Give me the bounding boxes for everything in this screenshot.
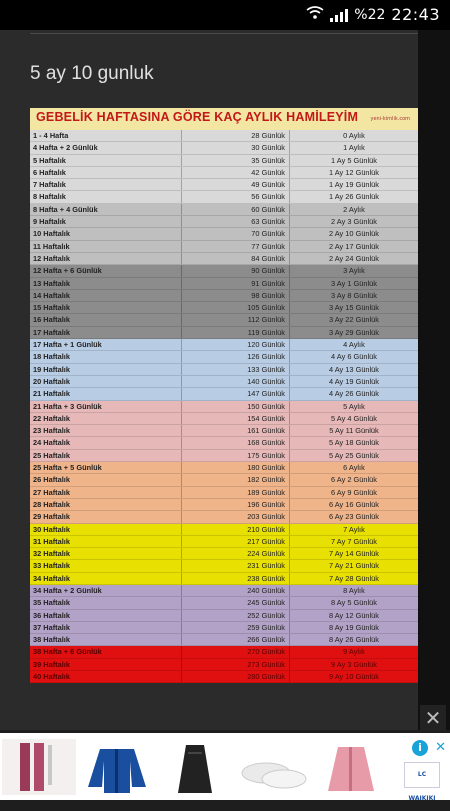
week-cell: 8 Haftalık: [30, 191, 182, 202]
week-cell: 18 Haftalık: [30, 351, 182, 362]
table-row: [30, 401, 418, 413]
table-row: [30, 462, 418, 474]
days-cell: 98 Günlük: [182, 290, 290, 301]
battery-level: %22: [354, 6, 386, 23]
days-cell: 266 Günlük: [182, 634, 290, 645]
months-cell: 7 Ay 28 Günlük: [329, 573, 379, 583]
days-cell: 140 Günlük: [182, 376, 290, 387]
table-row: [30, 142, 418, 154]
months-cell: 3 Ay 15 Günlük: [329, 303, 379, 313]
days-cell: 245 Günlük: [182, 597, 290, 608]
week-cell: 8 Hafta + 4 Günlük: [30, 204, 182, 215]
days-cell: 84 Günlük: [182, 253, 290, 264]
months-cell: 5 Ay 18 Günlük: [329, 438, 379, 448]
days-cell: 280 Günlük: [182, 671, 290, 682]
week-cell: 27 Haftalık: [30, 487, 182, 498]
days-cell: 70 Günlük: [182, 228, 290, 239]
ad-info-icon[interactable]: i: [412, 740, 428, 756]
days-cell: 240 Günlük: [182, 585, 290, 596]
months-cell: 8 Ay 12 Günlük: [329, 610, 379, 620]
months-cell: 4 Aylık: [343, 340, 365, 350]
months-cell: 1 Ay 12 Günlük: [329, 167, 379, 177]
days-cell: 203 Günlük: [182, 511, 290, 522]
week-cell: 26 Haftalık: [30, 474, 182, 485]
table-row: [30, 634, 418, 646]
week-cell: 23 Haftalık: [30, 425, 182, 436]
months-cell: 2 Ay 10 Günlük: [329, 229, 379, 239]
days-cell: 270 Günlük: [182, 646, 290, 657]
table-row: [30, 376, 418, 388]
table-row: [30, 339, 418, 351]
days-cell: 180 Günlük: [182, 462, 290, 473]
days-cell: 154 Günlük: [182, 413, 290, 424]
months-cell: 1 Ay 26 Günlük: [329, 192, 379, 202]
week-cell: 35 Haftalık: [30, 597, 182, 608]
week-cell: 37 Haftalık: [30, 622, 182, 633]
table-row: [30, 474, 418, 486]
months-cell: 1 Ay 5 Günlük: [331, 155, 377, 165]
days-cell: 150 Günlük: [182, 401, 290, 412]
days-cell: 119 Günlük: [182, 327, 290, 338]
table-row: [30, 646, 418, 658]
ad-product-coat[interactable]: [314, 739, 388, 795]
week-cell: 24 Haftalık: [30, 437, 182, 448]
week-cell: 20 Haftalık: [30, 376, 182, 387]
days-cell: 105 Günlük: [182, 302, 290, 313]
week-cell: 38 Haftalık: [30, 634, 182, 645]
days-cell: 217 Günlük: [182, 536, 290, 547]
months-cell: 9 Ay 3 Günlük: [331, 659, 377, 669]
days-cell: 252 Günlük: [182, 610, 290, 621]
table-row: [30, 548, 418, 560]
months-cell: 8 Ay 26 Günlük: [329, 635, 379, 645]
week-cell: 40 Haftalık: [30, 671, 182, 682]
months-cell: 2 Ay 17 Günlük: [329, 241, 379, 251]
days-cell: 28 Günlük: [182, 130, 290, 141]
months-cell: 4 Ay 13 Günlük: [329, 364, 379, 374]
week-cell: 22 Haftalık: [30, 413, 182, 424]
days-cell: 63 Günlük: [182, 216, 290, 227]
days-cell: 49 Günlük: [182, 179, 290, 190]
ad-product-sneakers[interactable]: [236, 739, 310, 795]
months-cell: 0 Aylık: [343, 131, 365, 140]
table-row: [30, 610, 418, 622]
days-cell: 196 Günlük: [182, 499, 290, 510]
months-cell: 6 Aylık: [343, 463, 365, 473]
months-cell: 6 Ay 16 Günlük: [329, 499, 379, 509]
table-row: [30, 302, 418, 314]
table-header: [30, 108, 418, 130]
table-body: [30, 130, 418, 683]
days-cell: 133 Günlük: [182, 364, 290, 375]
close-icon[interactable]: ✕: [420, 705, 446, 731]
week-cell: 32 Haftalık: [30, 548, 182, 559]
week-cell: 17 Hafta + 1 Günlük: [30, 339, 182, 350]
days-cell: 224 Günlük: [182, 548, 290, 559]
months-cell: 4 Ay 26 Günlük: [329, 389, 379, 399]
ad-close-icon[interactable]: ✕: [435, 740, 446, 755]
days-cell: 56 Günlük: [182, 191, 290, 202]
week-cell: 33 Haftalık: [30, 560, 182, 571]
months-cell: 2 Ay 24 Günlük: [329, 253, 379, 263]
table-row: [30, 671, 418, 683]
table-row: [30, 327, 418, 339]
table-row: [30, 290, 418, 302]
months-cell: 1 Aylık: [343, 143, 365, 153]
week-cell: 25 Haftalık: [30, 450, 182, 461]
table-row: [30, 585, 418, 597]
table-row: [30, 622, 418, 634]
days-cell: 259 Günlük: [182, 622, 290, 633]
months-cell: 8 Ay 19 Günlük: [329, 622, 379, 632]
months-cell: 5 Ay 11 Günlük: [329, 426, 379, 436]
week-cell: 30 Haftalık: [30, 524, 182, 535]
days-cell: 91 Günlük: [182, 278, 290, 289]
days-cell: 35 Günlük: [182, 155, 290, 166]
table-row: [30, 241, 418, 253]
days-cell: 42 Günlük: [182, 167, 290, 178]
table-row: [30, 536, 418, 548]
table-row: [30, 487, 418, 499]
table-row: [30, 388, 418, 400]
week-cell: 9 Haftalık: [30, 216, 182, 227]
months-cell: 8 Ay 5 Günlük: [331, 598, 377, 608]
months-cell: 3 Ay 1 Günlük: [331, 278, 377, 288]
months-cell: 6 Ay 2 Günlük: [331, 475, 377, 485]
week-cell: 19 Haftalık: [30, 364, 182, 375]
days-cell: 90 Günlük: [182, 265, 290, 276]
signal-icon: [330, 8, 348, 22]
ad-product-scarf[interactable]: [2, 739, 76, 795]
months-cell: 3 Ay 22 Günlük: [329, 315, 379, 325]
status-icons: [306, 5, 440, 24]
months-cell: 4 Ay 6 Günlük: [331, 352, 377, 362]
days-cell: 112 Günlük: [182, 314, 290, 325]
days-cell: 182 Günlük: [182, 474, 290, 485]
months-cell: 5 Ay 4 Günlük: [331, 413, 377, 423]
days-cell: 147 Günlük: [182, 388, 290, 399]
week-cell: 7 Haftalık: [30, 179, 182, 190]
table-row: [30, 573, 418, 585]
table-row: [30, 560, 418, 572]
days-cell: 175 Günlük: [182, 450, 290, 461]
divider: [30, 33, 418, 34]
days-cell: 126 Günlük: [182, 351, 290, 362]
table-row: [30, 167, 418, 179]
days-cell: 168 Günlük: [182, 437, 290, 448]
post-caption: 5 ay 10 gunluk: [30, 63, 154, 84]
week-cell: 34 Haftalık: [30, 573, 182, 584]
week-cell: 29 Haftalık: [30, 511, 182, 522]
table-row: [30, 155, 418, 167]
days-cell: 30 Günlük: [182, 142, 290, 153]
table-title: GEBELİK HAFTASINA GÖRE KAÇ AYLIK HAMİLEYİM: [36, 110, 359, 124]
table-row: [30, 253, 418, 265]
week-cell: 13 Haftalık: [30, 278, 182, 289]
months-cell: 8 Aylık: [343, 585, 365, 595]
table-row: [30, 437, 418, 449]
week-cell: 1 - 4 Hafta: [30, 130, 182, 141]
table-row: [30, 216, 418, 228]
table-row: [30, 314, 418, 326]
week-cell: 38 Hafta + 6 Günlük: [30, 646, 182, 657]
table-row: [30, 364, 418, 376]
table-row: [30, 130, 418, 142]
week-cell: 14 Haftalık: [30, 290, 182, 301]
pregnancy-table-image[interactable]: [30, 108, 418, 681]
months-cell: 2 Ay 3 Günlük: [331, 217, 377, 227]
table-row: [30, 450, 418, 462]
table-row: [30, 511, 418, 523]
months-cell: 7 Ay 7 Günlük: [331, 536, 377, 546]
week-cell: 36 Haftalık: [30, 610, 182, 621]
ad-product-skirt[interactable]: [158, 739, 232, 795]
week-cell: 4 Hafta + 2 Günlük: [30, 142, 182, 153]
days-cell: 60 Günlük: [182, 204, 290, 215]
week-cell: 34 Hafta + 2 Günlük: [30, 585, 182, 596]
wifi-icon: [306, 6, 324, 24]
week-cell: 39 Haftalık: [30, 659, 182, 670]
months-cell: 7 Aylık: [343, 524, 365, 534]
months-cell: 2 Aylık: [343, 204, 365, 214]
week-cell: 12 Hafta + 6 Günlük: [30, 265, 182, 276]
table-row: [30, 265, 418, 277]
week-cell: 10 Haftalık: [30, 228, 182, 239]
months-cell: 3 Ay 8 Günlük: [331, 290, 377, 300]
table-site: yeni-kimlik.com: [370, 116, 410, 122]
table-row: [30, 413, 418, 425]
table-row: [30, 659, 418, 671]
days-cell: 189 Günlük: [182, 487, 290, 498]
week-cell: 11 Haftalık: [30, 241, 182, 252]
months-cell: 1 Ay 19 Günlük: [329, 180, 379, 190]
table-row: [30, 191, 418, 203]
status-bar: [0, 0, 450, 30]
week-cell: 12 Haftalık: [30, 253, 182, 264]
week-cell: 6 Haftalık: [30, 167, 182, 178]
week-cell: 25 Hafta + 5 Günlük: [30, 462, 182, 473]
days-cell: 210 Günlük: [182, 524, 290, 535]
clock: 22:43: [391, 5, 440, 24]
days-cell: 120 Günlük: [182, 339, 290, 350]
months-cell: 5 Aylık: [343, 401, 365, 411]
page-content: [0, 30, 418, 730]
table-row: [30, 597, 418, 609]
ad-product-jacket[interactable]: [80, 739, 154, 795]
table-row: [30, 278, 418, 290]
months-cell: 3 Ay 29 Günlük: [329, 327, 379, 337]
months-cell: 7 Ay 14 Günlük: [329, 549, 379, 559]
table-row: [30, 228, 418, 240]
days-cell: 231 Günlük: [182, 560, 290, 571]
table-row: [30, 351, 418, 363]
ad-brand-logo[interactable]: LC WAIKIKI: [404, 762, 440, 788]
week-cell: 28 Haftalık: [30, 499, 182, 510]
ad-banner[interactable]: [0, 733, 450, 800]
table-row: [30, 204, 418, 216]
months-cell: 9 Ay 10 Günlük: [329, 672, 379, 682]
week-cell: 17 Haftalık: [30, 327, 182, 338]
months-cell: 5 Ay 25 Günlük: [329, 450, 379, 460]
days-cell: 161 Günlük: [182, 425, 290, 436]
months-cell: 3 Aylık: [343, 266, 365, 276]
table-row: [30, 499, 418, 511]
months-cell: 6 Ay 9 Günlük: [331, 487, 377, 497]
table-row: [30, 425, 418, 437]
months-cell: 7 Ay 21 Günlük: [329, 561, 379, 571]
week-cell: 15 Haftalık: [30, 302, 182, 313]
week-cell: 5 Haftalık: [30, 155, 182, 166]
months-cell: 4 Ay 19 Günlük: [329, 376, 379, 386]
days-cell: 273 Günlük: [182, 659, 290, 670]
table-row: [30, 179, 418, 191]
table-row: [30, 524, 418, 536]
days-cell: 238 Günlük: [182, 573, 290, 584]
week-cell: 31 Haftalık: [30, 536, 182, 547]
week-cell: 16 Haftalık: [30, 314, 182, 325]
week-cell: 21 Haftalık: [30, 388, 182, 399]
months-cell: 6 Ay 23 Günlük: [329, 512, 379, 522]
side-panel: [418, 30, 450, 730]
days-cell: 77 Günlük: [182, 241, 290, 252]
months-cell: 9 Aylık: [343, 647, 365, 657]
week-cell: 21 Hafta + 3 Günlük: [30, 401, 182, 412]
